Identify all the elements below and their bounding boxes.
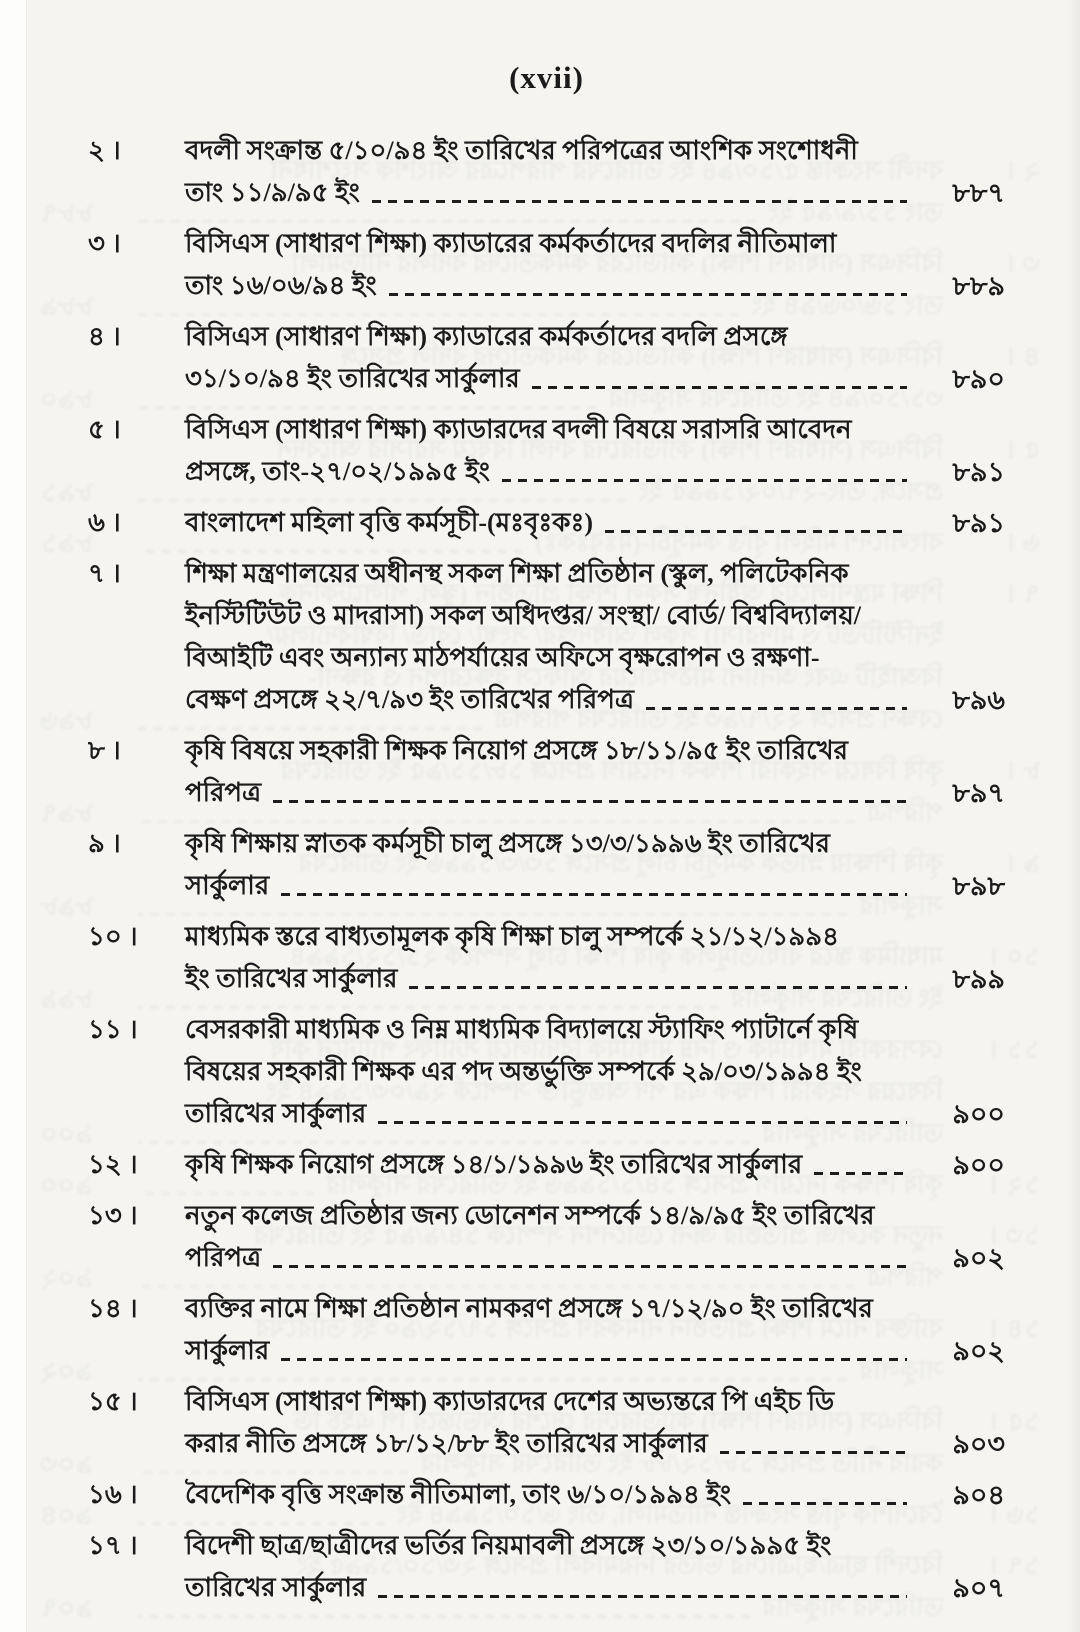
toc-entry-line-text: পরিপত্র	[866, 798, 943, 827]
toc-entry-page-number: ৯০৪	[40, 1500, 93, 1530]
toc-entry-page-number: ৯০০	[952, 1099, 1005, 1129]
toc-entry-line-text: তারিখের সার্কুলার	[185, 1099, 367, 1128]
toc-entry-line-text: সার্কুলার	[185, 871, 270, 900]
toc-entry-line	[185, 1474, 1005, 1516]
toc-entry-line: নতুন কলেজ প্রতিষ্ঠার জন্য ডোনেশন সম্পর্কে ১৪/৯/৯৫ ইং তারিখের	[253, 1221, 943, 1250]
toc-entry-number: ১৭ ।	[990, 1551, 1040, 1580]
toc-entry-page-number: ৮৮৭	[952, 178, 1005, 208]
dashed-leader	[372, 200, 907, 203]
toc-entry-number: ১৬ ।	[88, 1480, 138, 1509]
dashed-leader	[389, 293, 907, 296]
toc-entry-line	[185, 1423, 1005, 1465]
toc-entry-number: ৩ ।	[88, 229, 121, 258]
toc-entry-line-text: বৈদেশিক বৃত্তি সংক্রান্ত নীতিমালা, তাং ৬/১০/১৯৯৪ ইং	[185, 1480, 732, 1509]
toc-entry-page-number: ৯০২	[40, 1263, 93, 1293]
toc-entry-number: ১৬ ।	[990, 1500, 1040, 1529]
toc-entry	[88, 1288, 1005, 1372]
dashed-leader	[532, 386, 907, 389]
toc-entry-title	[185, 409, 1005, 493]
toc-entry-number: ৫ ।	[88, 415, 121, 444]
toc-entry-line-text: তারিখের সার্কুলার	[761, 1119, 943, 1148]
toc-entry-page-number: ৯০৭	[952, 1573, 1005, 1603]
toc-entry-number: ১১ ।	[990, 1035, 1040, 1064]
toc-entry-line-text: প্রসঙ্গে, তাং-২৭/০২/১৯৯৫ ইং	[185, 457, 490, 486]
toc-entry-line-text: পরিপত্র	[185, 1243, 262, 1272]
toc-entry-title	[185, 916, 1005, 1000]
toc-entry-line: বিষয়ের সহকারী শিক্ষক এর পদ অন্তর্ভুক্তি সম্পর্কে ২৯/০৩/১৯৯৪ ইং	[266, 1077, 943, 1106]
toc-entry-line	[185, 265, 1005, 307]
toc-entry-page-number: ৯০০	[40, 1170, 93, 1200]
toc-entry-line	[185, 1144, 1005, 1186]
toc-entry-line	[185, 451, 1005, 493]
toc-entry-number: ১০ ।	[88, 922, 138, 951]
toc-entry-page-number: ৯০২	[952, 1243, 1005, 1273]
toc-entry-page-number: ৮৯৯	[40, 984, 93, 1014]
toc-entry-page-number: ৯০০	[952, 1150, 1005, 1180]
toc-entry-line: বিআইটি এবং অন্যান্য মাঠপর্যায়ের অফিসে বৃক্ষরোপন ও রক্ষণা-	[308, 663, 943, 692]
toc-entry-line: ব্যক্তির নামে শিক্ষা প্রতিষ্ঠান নামকরণ প্রসঙ্গে ১৭/১২/৯০ ইং তারিখের	[255, 1314, 943, 1343]
toc-entry-line: মাধ্যমিক স্তরে বাধ্যতামূলক কৃষি শিক্ষা চালু সম্পর্কে ২১/১২/১৯৯৪	[185, 922, 840, 951]
toc-entry-page-number: ৮৯৬	[40, 705, 93, 735]
dashed-leader	[720, 1451, 907, 1454]
toc-entry-line	[185, 772, 1005, 814]
toc-entry-page-number: ৮৯৬	[952, 685, 1005, 715]
dashed-leader	[273, 800, 907, 803]
toc-entry-number: ৭ ।	[88, 559, 121, 588]
toc-entry-page-number: ৮৮৯	[40, 291, 93, 321]
toc-entry-line: শিক্ষা মন্ত্রণালয়ের অধীনস্থ সকল শিক্ষা প্রতিষ্ঠান (স্কুল, পলিটেকনিক	[279, 579, 943, 608]
toc-entry-line-text: ইং তারিখের সার্কুলার	[185, 964, 398, 993]
toc-entry-page-number: ৮৯১	[952, 508, 1005, 538]
toc-entry-number: ১৩ ।	[88, 1201, 138, 1230]
dashed-leader	[281, 893, 907, 896]
toc-entry	[88, 130, 1005, 214]
toc-entry-line: বেসরকারী মাধ্যমিক ও নিম্ন মাধ্যমিক বিদ্যালয়ে স্ট্যাফিং প্যাটার্নে কৃষি	[185, 1015, 859, 1044]
dashed-leader	[273, 1265, 907, 1268]
toc-entry-page-number: ৮৯১	[40, 528, 93, 558]
toc-entry-line-text: প্রসঙ্গে, তাং-২৭/০২/১৯৯৫ ইং	[638, 477, 943, 506]
toc-entry	[88, 1144, 1005, 1186]
toc-entry-title	[185, 823, 1005, 907]
toc-entry-line-text: বাংলাদেশ মহিলা বৃত্তি কর্মসূচী-(মঃবৃঃকঃ)	[535, 528, 943, 557]
dashed-leader	[378, 1121, 907, 1124]
toc-entry-line-text: সার্কুলার	[185, 1336, 270, 1365]
toc-entry-number: ১২ ।	[88, 1150, 138, 1179]
toc-entry-line: কৃষি বিষয়ে সহকারী শিক্ষক নিয়োগ প্রসঙ্গে ১৮/১১/৯৫ ইং তারিখের	[280, 756, 943, 785]
toc-entry-line-text: তাং ১৬/০৬/৯৪ ইং	[751, 291, 943, 320]
toc-entry-number: ৯ ।	[1007, 849, 1040, 878]
toc-entry	[88, 1525, 1005, 1609]
toc-entry-page-number: ৮৯৮	[952, 871, 1005, 901]
toc-entry-page-number: ৮৯৯	[952, 964, 1005, 994]
toc-entry-number: ১৫ ।	[88, 1387, 138, 1416]
page-number-roman: (xvii)	[509, 60, 584, 95]
toc-entry-line: মাধ্যমিক স্তরে বাধ্যতামূলক কৃষি শিক্ষা চালু সম্পর্কে ২১/১২/১৯৯৪	[288, 942, 943, 971]
toc-entry	[88, 1009, 1005, 1135]
toc-entry-line-text: বৈদেশিক বৃত্তি সংক্রান্ত নীতিমালা, তাং ৬/১০/১৯৯৪ ইং	[396, 1500, 943, 1529]
toc-entry-line-text: তারিখের সার্কুলার	[185, 1573, 367, 1602]
toc-entry-number: ৮ ।	[88, 736, 121, 765]
toc-entry-line	[185, 865, 1005, 907]
toc-entry-line	[185, 1330, 1005, 1372]
toc-entry-line: বিদেশী ছাত্র/ছাত্রীদের ভর্তির নিয়মাবলী প্রসঙ্গে ২৩/১০/১৯৯৫ ইং	[185, 1531, 832, 1560]
toc-entry-line-text: পরিপত্র	[866, 1263, 943, 1292]
toc-entry-line: কৃষি বিষয়ে সহকারী শিক্ষক নিয়োগ প্রসঙ্গে ১৮/১১/৯৫ ইং তারিখের	[185, 736, 848, 765]
toc-entry-line-text: বেক্ষণ প্রসঙ্গে ২২/৭/৯৩ ইং তারিখের পরিপত্র	[185, 685, 634, 714]
toc-entry	[88, 1381, 1005, 1465]
toc-entry-line-text: কৃষি শিক্ষক নিয়োগ প্রসঙ্গে ১৪/১/১৯৯৬ ইং তারিখের সার্কুলার	[325, 1170, 943, 1199]
toc-entry	[88, 409, 1005, 493]
toc-entry-title	[185, 1381, 1005, 1465]
toc-entry-page-number: ৯০০	[40, 1119, 93, 1149]
toc-entry-line-text: কৃষি শিক্ষক নিয়োগ প্রসঙ্গে ১৪/১/১৯৯৬ ইং তারিখের সার্কুলার	[185, 1150, 803, 1179]
toc-entry-line	[185, 1567, 1005, 1609]
toc-entry-page-number: ৮৯১	[40, 477, 93, 507]
toc-entry-title	[185, 1474, 1005, 1516]
toc-entry-line	[185, 358, 1005, 400]
toc-entry-line: ইনস্টিটিউট ও মাদরাসা) সকল অধিদপ্তর/ সংস্থা/ বোর্ড/ বিশ্ববিদ্যালয়/	[267, 621, 943, 650]
toc-entry-page-number: ৮৮৯	[952, 271, 1005, 301]
toc-entry-number: ১৩ ।	[990, 1221, 1040, 1250]
dashed-leader	[138, 1615, 750, 1618]
toc-entry-number: ৪ ।	[1007, 342, 1040, 371]
toc-entry-line-text: ইং তারিখের সার্কুলার	[730, 984, 943, 1013]
toc-entry-line-text: তাং ১৬/০৬/৯৪ ইং	[185, 271, 377, 300]
toc-entry-line: বিসিএস (সাধারণ শিক্ষা) ক্যাডারের কর্মকর্তাদের বদলি প্রসঙ্গে	[340, 342, 943, 371]
toc-entry-title	[185, 1288, 1005, 1372]
toc-entry-line: নতুন কলেজ প্রতিষ্ঠার জন্য ডোনেশন সম্পর্কে ১৪/৯/৯৫ ইং তারিখের	[185, 1201, 875, 1230]
toc-entry-line	[185, 1237, 1005, 1279]
toc-entry-line-text: পরিপত্র	[185, 778, 262, 807]
toc-entry-number: ৮ ।	[1007, 756, 1040, 785]
toc-entry-page-number: ৯০৩	[40, 1449, 93, 1479]
toc-entry-number: ১১ ।	[88, 1015, 138, 1044]
toc-entry-line: বিদেশী ছাত্র/ছাত্রীদের ভর্তির নিয়মাবলী প্রসঙ্গে ২৩/১০/১৯৯৫ ইং	[296, 1551, 943, 1580]
toc-entry-line	[185, 958, 1005, 1000]
toc-entry-line: ব্যক্তির নামে শিক্ষা প্রতিষ্ঠান নামকরণ প্রসঙ্গে ১৭/১২/৯০ ইং তারিখের	[185, 1294, 873, 1323]
toc-entry	[88, 553, 1005, 721]
toc-entry-line: বিষয়ের সহকারী শিক্ষক এর পদ অন্তর্ভুক্তি সম্পর্কে ২৯/০৩/১৯৯৪ ইং	[185, 1057, 862, 1086]
toc-entry-number: ৩ ।	[1007, 249, 1040, 278]
toc-entry-page-number: ৮৯০	[40, 384, 93, 414]
toc-entry-title	[185, 730, 1005, 814]
toc-entry-line	[185, 172, 1005, 214]
toc-entry-line	[185, 679, 1005, 721]
toc-entry-line: বেসরকারী মাধ্যমিক ও নিম্ন মাধ্যমিক বিদ্যালয়ে স্ট্যাফিং প্যাটার্নে কৃষি	[269, 1035, 943, 1064]
toc-entry-line-text: করার নীতি প্রসঙ্গে ১৮/১২/৮৮ ইং তারিখের সার্কুলার	[185, 1429, 708, 1458]
toc-entry	[88, 502, 1005, 544]
toc-entry-page-number: ৮৯৭	[40, 798, 93, 828]
toc-entry-number: ১৪ ।	[990, 1314, 1040, 1343]
toc-entry-line	[185, 1093, 1005, 1135]
scanner-edge-strip	[0, 0, 27, 1632]
toc-entry-title	[185, 316, 1005, 400]
dashed-leader	[605, 530, 907, 533]
toc-entry-number: ১৫ ।	[990, 1407, 1040, 1436]
toc-entry-number: ১৭ ।	[88, 1531, 138, 1560]
dashed-leader	[814, 1172, 907, 1175]
toc-entry	[88, 916, 1005, 1000]
toc-entry-line-text: করার নীতি প্রসঙ্গে ১৮/১২/৮৮ ইং তারিখের সার্কুলার	[420, 1449, 943, 1478]
toc-entry-number: ৪ ।	[88, 322, 121, 351]
toc-entry-page-number: ৯০২	[40, 1356, 93, 1386]
toc-entry-line: বিসিএস (সাধারণ শিক্ষা) ক্যাডারের কর্মকর্তাদের বদলির নীতিমালা	[291, 249, 943, 278]
toc-entry	[88, 316, 1005, 400]
toc-entry-line: বিসিএস (সাধারণ শিক্ষা) ক্যাডারদের বদলী বিষয়ে সরাসরি আবেদন	[276, 435, 943, 464]
toc-entry-line: ইনস্টিটিউট ও মাদরাসা) সকল অধিদপ্তর/ সংস্থা/ বোর্ড/ বিশ্ববিদ্যালয়/	[185, 601, 861, 630]
toc-entry-number: ৬ ।	[1007, 528, 1040, 557]
toc-entry-line: বদলী সংক্রান্ত ৫/১০/৯৪ ইং তারিখের পরিপত্রের আংশিক সংশোধনী	[185, 136, 858, 165]
toc-entry-number: ১২ ।	[990, 1170, 1040, 1199]
toc-entry	[88, 223, 1005, 307]
toc-entry-number: ৬ ।	[88, 508, 121, 537]
toc-entry-page-number: ৮৯৭	[952, 778, 1005, 808]
toc-entry-number: ৫ ।	[1007, 435, 1040, 464]
toc-entry-page-number: ৮৯১	[952, 457, 1005, 487]
toc-entry-line-text: ৩১/১০/৯৪ ইং তারিখের সার্কুলার	[608, 384, 943, 413]
toc-entry-line: বিসিএস (সাধারণ শিক্ষা) ক্যাডারদের দেশের অভ্যন্তরে পি এইচ ডি	[293, 1407, 943, 1436]
page-right-shadow	[1066, 0, 1080, 1632]
toc-entry-title	[185, 130, 1005, 214]
toc-entry-line: বিআইটি এবং অন্যান্য মাঠপর্যায়ের অফিসে বৃক্ষরোপন ও রক্ষণা-	[185, 643, 820, 672]
table-of-contents	[88, 130, 1005, 1609]
toc-entry-line: বিসিএস (সাধারণ শিক্ষা) ক্যাডারের কর্মকর্তাদের বদলি প্রসঙ্গে	[185, 322, 788, 351]
toc-entry-title	[185, 1009, 1005, 1135]
toc-entry-line-text: সার্কুলার	[858, 891, 943, 920]
toc-entry-page-number: ৮৯৮	[40, 891, 93, 921]
dashed-leader	[743, 1502, 907, 1505]
toc-entry-line-text: ৩১/১০/৯৪ ইং তারিখের সার্কুলার	[185, 364, 520, 393]
toc-entry-title	[185, 553, 1005, 721]
dashed-leader	[646, 707, 907, 710]
toc-entry-line-text: বাংলাদেশ মহিলা বৃত্তি কর্মসূচী-(মঃবৃঃকঃ)	[185, 508, 593, 537]
dashed-leader	[502, 479, 907, 482]
dashed-leader	[281, 1358, 907, 1361]
toc-entry-line: শিক্ষা মন্ত্রণালয়ের অধীনস্থ সকল শিক্ষা প্রতিষ্ঠান (স্কুল, পলিটেকনিক	[185, 559, 849, 588]
toc-entry-number: ৭ ।	[1007, 579, 1040, 608]
toc-entry-line-text: তাং ১১/৯/৯৫ ইং	[768, 198, 943, 227]
toc-entry-page-number: ৮৮৭	[40, 198, 93, 228]
toc-entry-title	[185, 223, 1005, 307]
toc-entry-page-number: ৮৯০	[952, 364, 1005, 394]
toc-entry-line-text: তারিখের সার্কুলার	[761, 1593, 943, 1622]
toc-entry-title	[185, 502, 1005, 544]
toc-entry	[88, 823, 1005, 907]
toc-entry-line: বিসিএস (সাধারণ শিক্ষা) ক্যাডারের কর্মকর্তাদের বদলির নীতিমালা	[185, 229, 837, 258]
toc-entry-number: ২ ।	[1007, 156, 1040, 185]
toc-entry-page-number: ৯০২	[952, 1336, 1005, 1366]
dashed-leader	[378, 1595, 907, 1598]
toc-entry-title	[185, 1195, 1005, 1279]
toc-entry-line: বিসিএস (সাধারণ শিক্ষা) ক্যাডারদের দেশের অভ্যন্তরে পি এইচ ডি	[185, 1387, 835, 1416]
toc-entry-line-text: তাং ১১/৯/৯৫ ইং	[185, 178, 360, 207]
toc-entry-line	[185, 502, 1005, 544]
toc-entry-title	[185, 1525, 1005, 1609]
toc-entry-line: বদলী সংক্রান্ত ৫/১০/৯৪ ইং তারিখের পরিপত্রের আংশিক সংশোধনী	[270, 156, 943, 185]
toc-entry-title	[185, 1144, 1005, 1186]
toc-entry-number: ৯ ।	[88, 829, 121, 858]
toc-entry-page-number: ৯০৭	[40, 1593, 93, 1623]
toc-entry-number: ২ ।	[88, 136, 121, 165]
toc-entry-page-number: ৯০৪	[952, 1480, 1005, 1510]
toc-entry-line: কৃষি শিক্ষায় স্নাতক কর্মসূচী চালু প্রসঙ্গে ১৩/৩/১৯৯৬ ইং তারিখের	[298, 849, 943, 878]
toc-entry-line-text: সার্কুলার	[858, 1356, 943, 1385]
toc-entry	[88, 1195, 1005, 1279]
toc-entry-number: ১৪ ।	[88, 1294, 138, 1323]
toc-entry-number: ১০ ।	[990, 942, 1040, 971]
toc-entry-page-number: ৯০৩	[952, 1429, 1005, 1459]
dashed-leader	[409, 986, 907, 989]
toc-entry-line: কৃষি শিক্ষায় স্নাতক কর্মসূচী চালু প্রসঙ্গে ১৩/৩/১৯৯৬ ইং তারিখের	[185, 829, 830, 858]
toc-entry	[88, 730, 1005, 814]
toc-entry-line: বিসিএস (সাধারণ শিক্ষা) ক্যাডারদের বদলী বিষয়ে সরাসরি আবেদন	[185, 415, 852, 444]
toc-entry-line-text: বেক্ষণ প্রসঙ্গে ২২/৭/৯৩ ইং তারিখের পরিপত্র	[494, 705, 943, 734]
toc-entry	[88, 1474, 1005, 1516]
